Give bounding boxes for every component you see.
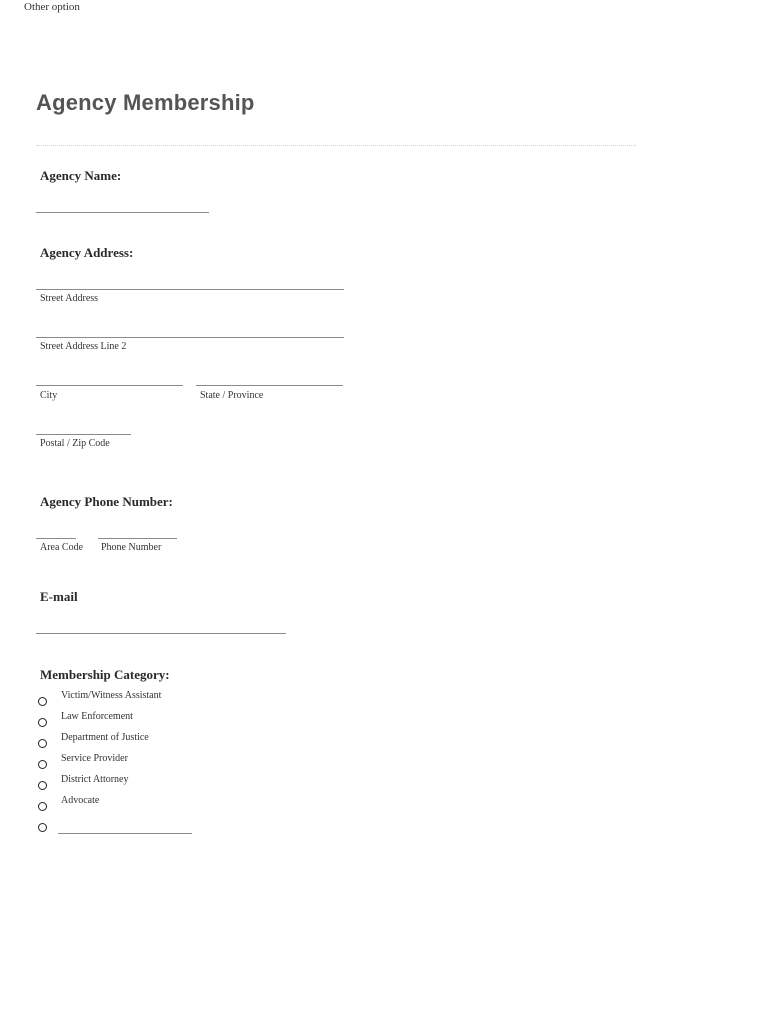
email-label: E-mail — [40, 589, 78, 604]
title-divider — [36, 145, 636, 146]
email-underline — [36, 633, 286, 634]
state-province-label: State / Province — [200, 390, 264, 401]
area-code-label: Area Code — [40, 542, 84, 553]
city-label: City — [40, 390, 58, 401]
city-input[interactable] — [36, 370, 183, 384]
postal-code-input[interactable] — [36, 419, 131, 433]
agency-name-input[interactable] — [36, 197, 209, 211]
street-address-line2-input[interactable] — [36, 322, 344, 336]
radio-victim-witness[interactable] — [38, 697, 47, 706]
radio-district-attorney[interactable] — [38, 781, 47, 790]
street-address-line2-label: Street Address Line 2 — [40, 341, 127, 352]
street-address-input[interactable] — [36, 274, 344, 288]
street-address-underline — [36, 289, 344, 290]
radio-label-service-provider: Service Provider — [61, 753, 128, 764]
radio-label-law-enforcement: Law Enforcement — [61, 711, 133, 722]
phone-number-underline — [98, 538, 177, 539]
radio-other[interactable] — [38, 823, 47, 832]
radio-law-enforcement[interactable] — [38, 718, 47, 727]
state-province-input[interactable] — [196, 370, 343, 384]
postal-code-underline — [36, 434, 131, 435]
phone-number-input[interactable] — [98, 523, 177, 537]
membership-category-label: Membership Category: — [40, 667, 170, 682]
radio-advocate[interactable] — [38, 802, 47, 811]
radio-label-department-of-justice: Department of Justice — [61, 732, 149, 743]
radio-label-district-attorney: District Attorney — [61, 774, 129, 785]
radio-label-victim-witness: Victim/Witness Assistant — [61, 690, 162, 701]
page-title: Agency Membership — [36, 90, 255, 115]
city-underline — [36, 385, 183, 386]
postal-code-label: Postal / Zip Code — [40, 438, 110, 449]
phone-number-label: Phone Number — [101, 542, 162, 553]
phone-label: Agency Phone Number: — [40, 494, 173, 509]
top-note: Other option — [24, 1, 80, 13]
area-code-input[interactable] — [36, 523, 76, 537]
area-code-underline — [36, 538, 76, 539]
email-input[interactable] — [36, 618, 286, 632]
agency-name-label: Agency Name: — [40, 168, 122, 183]
other-option-input[interactable] — [58, 818, 192, 832]
radio-service-provider[interactable] — [38, 760, 47, 769]
agency-name-underline — [36, 212, 209, 213]
street-address-line2-underline — [36, 337, 344, 338]
other-option-underline — [58, 833, 192, 834]
agency-address-label: Agency Address: — [40, 245, 134, 260]
radio-department-of-justice[interactable] — [38, 739, 47, 748]
street-address-label: Street Address — [40, 293, 99, 304]
radio-label-advocate: Advocate — [61, 795, 100, 806]
state-province-underline — [196, 385, 343, 386]
